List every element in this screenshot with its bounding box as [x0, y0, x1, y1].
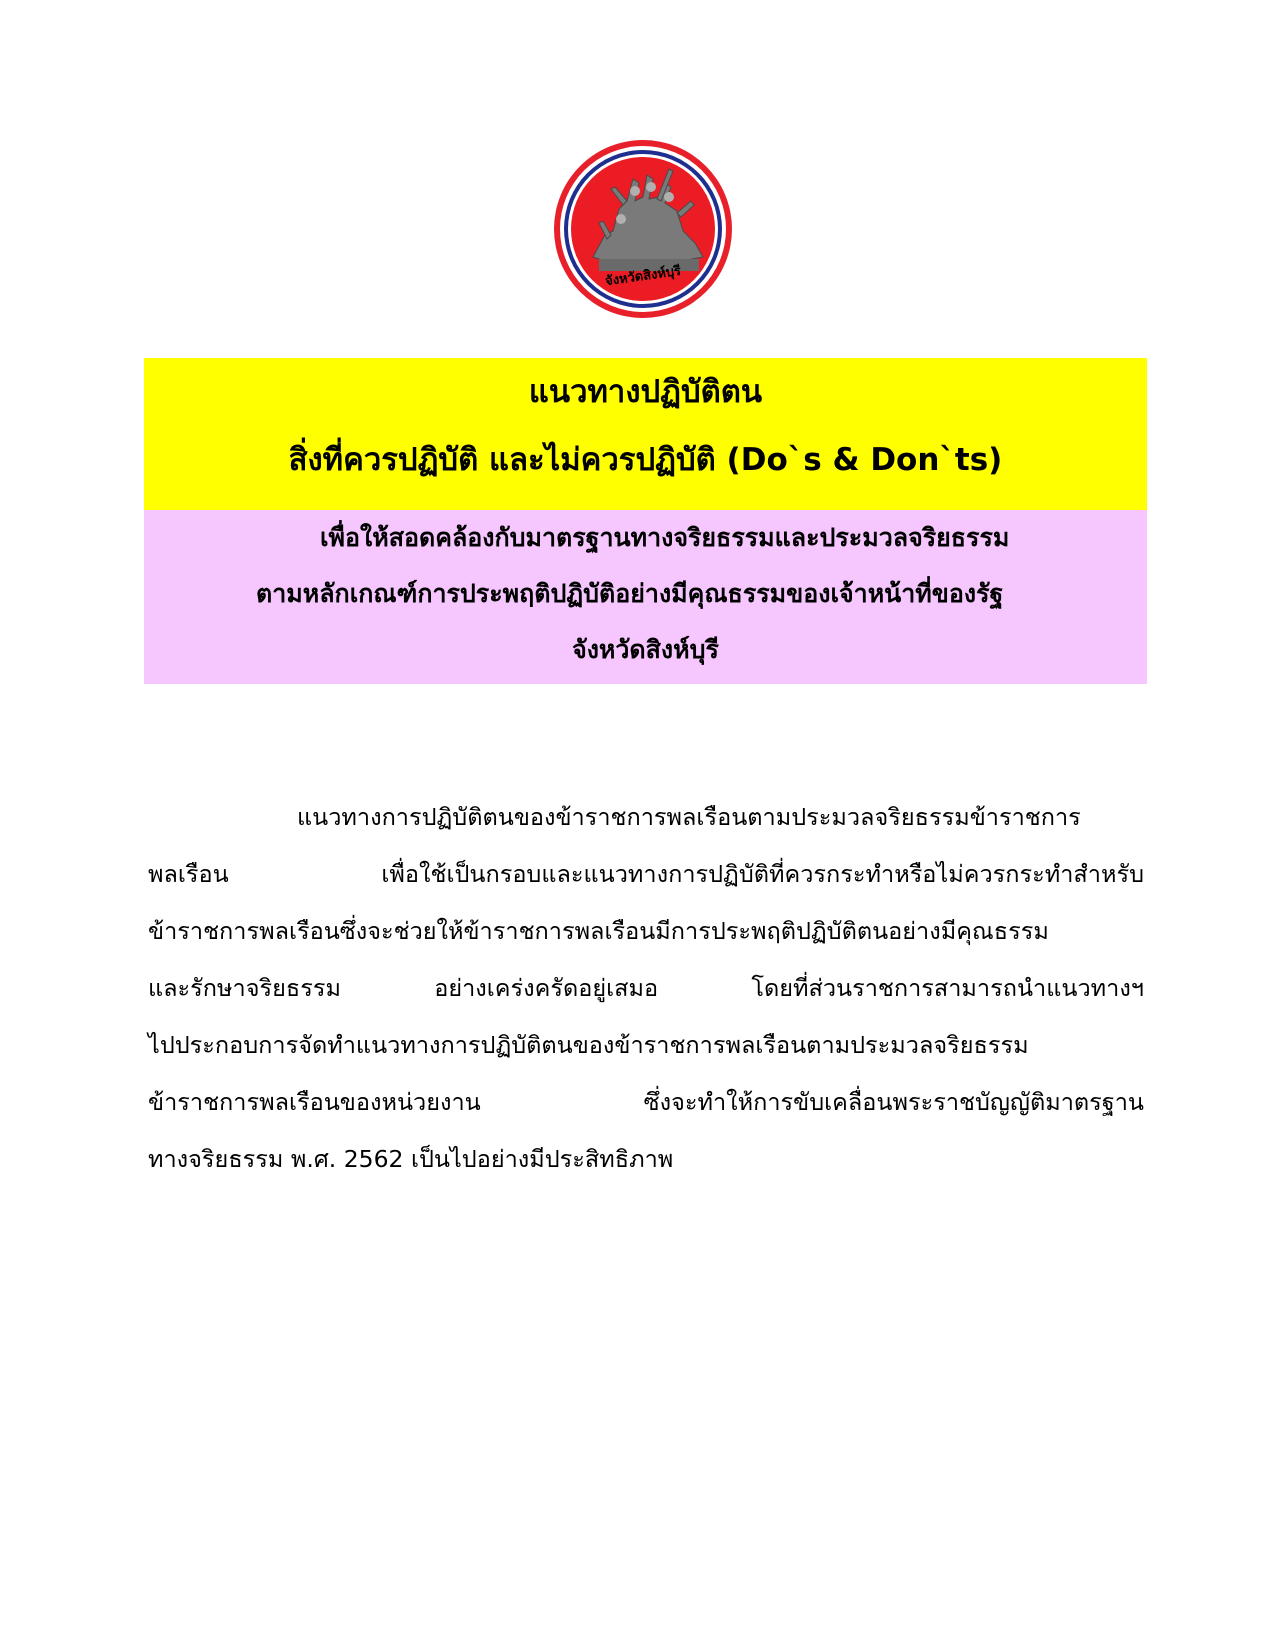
subtitle-line-1: เพื่อให้สอดคล้องกับมาตรฐานทางจริยธรรมและประมวลจริยธรรม — [320, 523, 1010, 552]
body-line: ไปประกอบการจัดทำแนวทางการปฏิบัติตนของข้าราชการพลเรือนตามประมวลจริยธรรม — [148, 1031, 1029, 1059]
body-line: ทางจริยธรรม พ.ศ. 2562 เป็นไปอย่างมีประสิทธิภาพ — [148, 1145, 674, 1173]
title-line-1: แนวทางปฏิบัติตน — [528, 374, 763, 410]
body-line: แนวทางการปฏิบัติตนของข้าราชการพลเรือนตามประมวลจริยธรรมข้าราชการ — [297, 803, 1081, 831]
title-banner — [144, 358, 1147, 510]
body-line: พลเรือน เพื่อใช้เป็นกรอบและแนวทางการปฏิบัติที่ควรกระทำหรือไม่ควรกระทำสำหรับ — [148, 860, 1144, 888]
provincial-seal-logo — [553, 139, 733, 319]
subtitle-line-3: จังหวัดสิงห์บุรี — [572, 635, 719, 664]
body-line: ข้าราชการพลเรือนซึ่งจะช่วยให้ข้าราชการพลเรือนมีการประพฤติปฏิบัติตนอย่างมีคุณธรรม — [148, 917, 1049, 945]
title-line-2: สิ่งที่ควรปฏิบัติ และไม่ควรปฏิบัติ (Do`s & Don`ts) — [288, 442, 1003, 478]
subtitle-banner — [144, 510, 1147, 684]
seal-caption: จังหวัดสิงห์บุรี — [604, 263, 682, 290]
subtitle-line-2: ตามหลักเกณฑ์การประพฤติปฏิบัติอย่างมีคุณธรรมของเจ้าหน้าที่ของรัฐ — [256, 579, 1004, 608]
body-line: และรักษาจริยธรรม อย่างเคร่งครัดอยู่เสมอ โดยที่ส่วนราชการสามารถนำแนวทางฯ — [148, 974, 1144, 1002]
body-line: ข้าราชการพลเรือนของหน่วยงาน ซึ่งจะทำให้การขับเคลื่อนพระราชบัญญัติมาตรฐาน — [148, 1088, 1144, 1116]
